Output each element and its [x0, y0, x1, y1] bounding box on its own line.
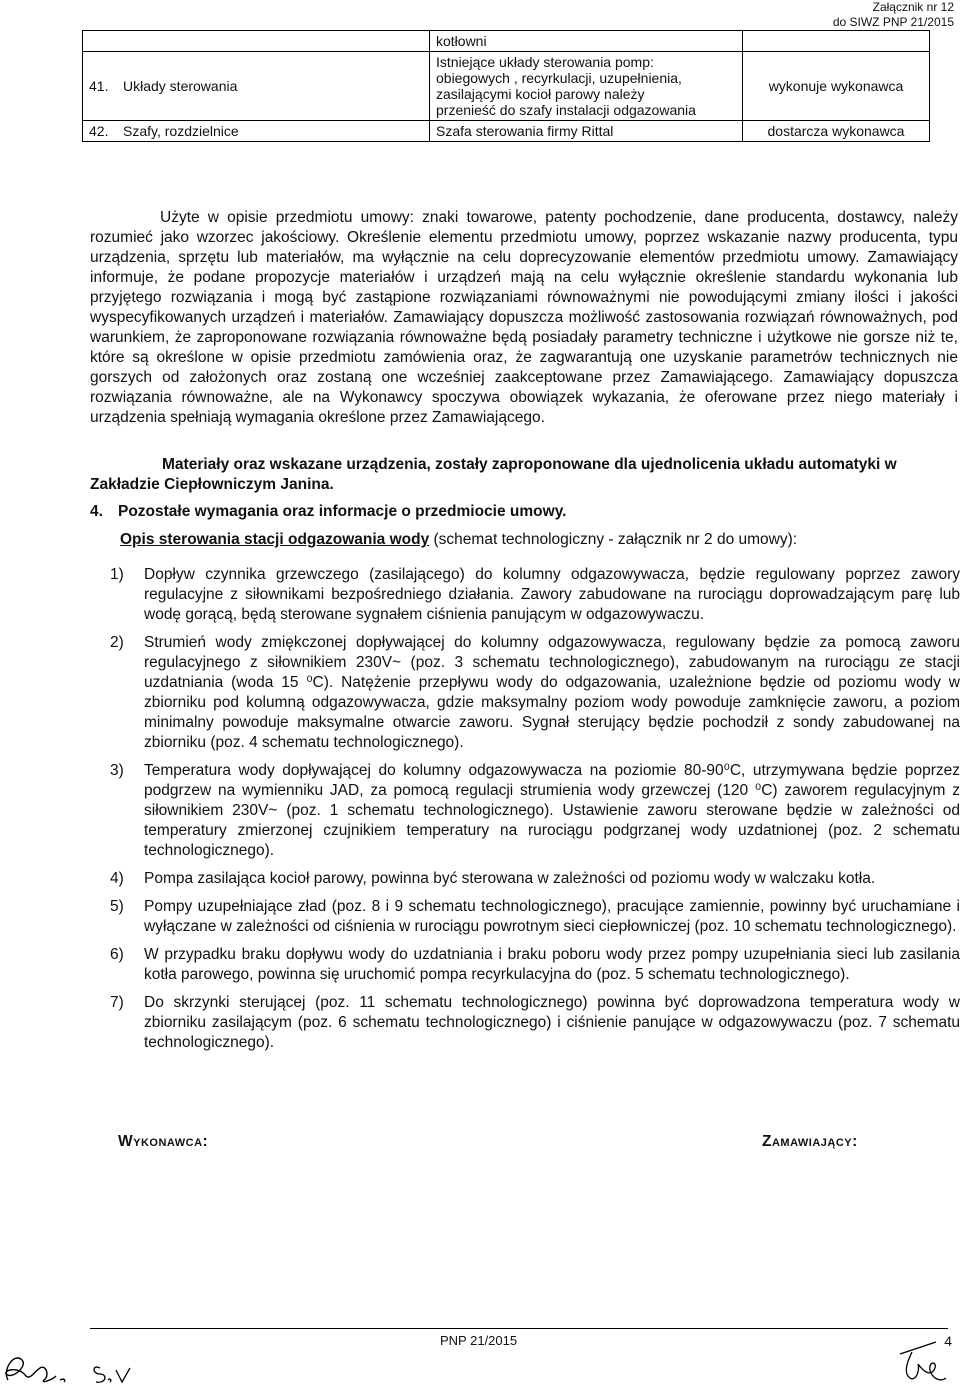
section-title: Pozostałe wymagania oraz informacje o przedmiocie umowy. [118, 503, 567, 520]
footer-document-code: PNP 21/2015 [440, 1333, 518, 1348]
item-text: Strumień wody zmiękczonej dopływającej do kolumny odgazowywacza, regulowany będzie za pomocą zaworu regulacyjnego z siłownikiem 230V~ (poz. 3 schematu technologicznego), zabudowanym na rurociągu ze stacji uzdatniania (woda 15 ⁰C). Natężenie przepływu wody do odgazowania, uzależnione będzie od poziomu wody w zbiorniku pod kolumną odgazowywacza, gdzie maksymalny poziom wody powoduje zamknięcie zaworu, a poziom minimalny powoduje maksymalne otwarcie zaworu. Sygnał sterujący będzie pochodził z sondy zabudowanej na zbiorniku (poz. 4 schematu technologicznego). [144, 634, 960, 751]
desc-line: zasilającymi kocioł parowy należy [436, 86, 645, 102]
item-marker: 2) [110, 634, 124, 651]
list-item [104, 897, 960, 937]
row-number: 41. [83, 52, 118, 121]
list-item [104, 761, 960, 861]
attachment-number: Załącznik nr 12 [872, 0, 954, 14]
table-cell-desc: kotłowni [430, 31, 743, 52]
row-responsibility: wykonuje wykonawca [743, 52, 930, 121]
handwritten-signature-right [890, 1330, 950, 1390]
item-marker: 6) [110, 946, 124, 963]
item-marker: 4) [110, 870, 124, 887]
item-text: Temperatura wody dopływającej do kolumny odgazowywacza na poziomie 80-90⁰C, utrzymywana będzie poprzez podgrzew na wymienniku JAD, za pomocą regulacji strumienia wody grzewczej (120 ⁰C) zaworem regulacyjnym z siłownikiem 230V~ (poz. 1 schematu technologicznego). Ustawienie zaworu sterowane będzie w zależności od temperatury zmierzonej czujnikiem temperatury na rurociągu podgrzanej wody uzdatnionej (poz. 2 schematu technologicznego). [144, 762, 960, 859]
attachment-header [654, 0, 954, 30]
list-item [104, 993, 960, 1053]
item-marker: 5) [110, 898, 124, 915]
desc-line: przenieść do szafy instalacji odgazowania [436, 102, 696, 118]
control-steps-list [104, 565, 960, 1061]
heading-rest: (schemat technologiczny - załącznik nr 2 do umowy): [429, 531, 798, 548]
client-signature-label: Zamawiający: [762, 1133, 858, 1150]
row-responsibility: dostarcza wykonawca [743, 121, 930, 142]
equivalence-paragraph [90, 208, 958, 428]
table-row [83, 121, 930, 142]
table-row [83, 31, 930, 52]
item-text: Do skrzynki sterującej (poz. 11 schematu technologicznego) powinna być doprowadzona temperatura wody w zbiorniku zasilającym (poz. 6 schematu technologicznego) i ciśnienie panujące w odgazowywaczu (poz. 7 schematu technologicznego). [144, 994, 960, 1051]
section-heading [90, 503, 566, 521]
row-description [430, 52, 743, 121]
item-text: Pompa zasilająca kocioł parowy, powinna być sterowana w zależności od poziomu wody w walczaku kotła. [144, 870, 876, 887]
paragraph-text: Użyte w opisie przedmiotu umowy: znaki towarowe, patenty pochodzenie, dane producenta, dostawcy, należy rozumieć jako wzorzec jakościowy. Określenie elementu przedmiotu umowy, poprzez wskazanie nazwy producenta, typu urządzenia, sprzętu lub materiałów, ma wyłącznie na celu doprecyzowanie elementów przedmiotu umowy. Zamawiający informuje, że podane propozycje materiałów i urządzeń mają na celu wyłącznie określenie standardu wykonania lub przyjętego rozwiązania i mogą być zastąpione rozwiązaniami równoważnymi nie powodującymi zmiany ilości i jakości wyspecyfikowanych urządzeń i materiałów. Zamawiający dopuszcza możliwość zastosowania rozwiązań równoważnych, pod warunkiem, że zaproponowane rozwiązania równoważne będą posiadały parametry techniczne i użytkowe nie gorsze niż te, które są określone w opisie przedmiotu zamówienia oraz, że zagwarantują one uzyskanie parametrów technicznych nie gorszych od założonych oraz zostaną one wcześniej zaakceptowane przez Zamawiającego. Zamawiający dopuszcza rozwiązania równoważne, ale na Wykonawcy spoczywa obowiązek wykazania, że oferowane przez niego materiały i urządzenia spełniają wymagania określone przez Zamawiającego. [90, 209, 958, 426]
page-number: 4 [944, 1333, 952, 1349]
list-item [104, 633, 960, 753]
row-number: 42. [83, 121, 118, 142]
item-text: W przypadku braku dopływu wody do uzdatniania i braku poboru wody przez pompy uzupełniania sieci lub zasilania kotła parowego, powinna się uruchomić pompa recyrkulacyjna do (poz. 5 schematu technologicznego). [144, 946, 960, 983]
item-text: Pompy uzupełniające zład (poz. 8 i 9 schematu technologicznego), pracujące zamiennie, powinny być uruchamiane i wyłączane w zależności od ciśnienia w rurociągu powrotnym sieci ciepłowniczej (poz. 10 schematu technologicznego). [144, 898, 960, 935]
item-text: Dopływ czynnika grzewczego (zasilającego) do kolumny odgazowywacza, będzie regulowany poprzez zawory regulacyjne z siłownikami bezpośredniego działania. Zawory zabudowane na rurociągu doprowadzającym parę lub wodę gorącą, będą sterowane sygnałem ciśnienia panującym w odgazowywaczu. [144, 566, 960, 623]
desc-line: obiegowych , recyrkulacji, uzupełnienia, [436, 70, 682, 86]
item-marker: 7) [110, 994, 124, 1011]
section-number: 4. [90, 503, 103, 520]
item-marker: 3) [110, 762, 124, 779]
footer-divider [90, 1328, 948, 1329]
equipment-table [82, 30, 930, 142]
attachment-reference: do SIWZ PNP 21/2015 [832, 15, 954, 29]
row-name: Szafy, rozdzielnice [117, 121, 430, 142]
underlined-heading: Opis sterowania stacji odgazowania wody [120, 531, 430, 548]
contractor-signature-label: Wykonawca: [118, 1133, 209, 1150]
item-marker: 1) [110, 566, 124, 583]
list-item [104, 565, 960, 625]
row-description [430, 121, 743, 142]
desc-line: Istniejące układy sterowania pomp: [436, 54, 654, 70]
list-item [104, 869, 960, 889]
row-name: Układy sterowania [117, 52, 430, 121]
materials-heading [90, 455, 958, 495]
control-description-heading [120, 530, 960, 550]
table-row [83, 52, 930, 121]
materials-heading-text: Materiały oraz wskazane urządzenia, zostały zaproponowane dla ujednolicenia układu automatyki w Zakładzie Ciepłowniczym Janina. [90, 456, 897, 493]
desc-line: Szafa sterowania firmy Rittal [436, 123, 614, 139]
handwritten-initials-left [0, 1340, 160, 1392]
list-item [104, 945, 960, 985]
